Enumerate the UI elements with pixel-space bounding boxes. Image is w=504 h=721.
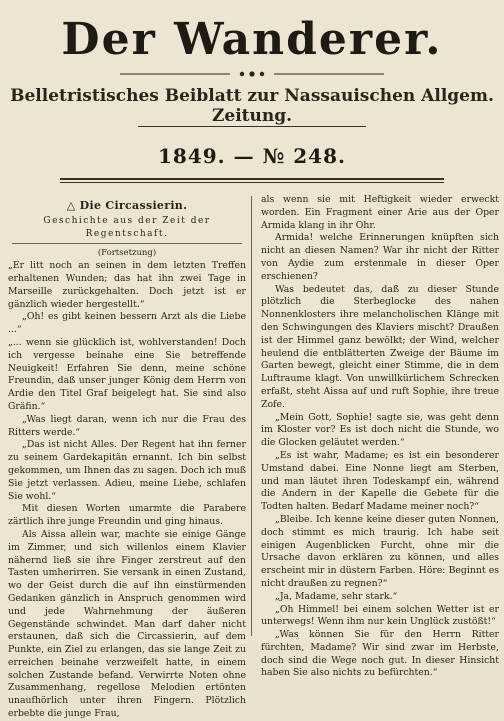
paragraph: Was bedeutet das, daß zu dieser Stunde plötzlich die Sterbeglocke des nahen Nonnenklosters ihre melancholischen Klänge mit den Schwingungen des Klaviers mischt? Draußen ist der Himmel ganz bewölkt; der Wind, welcher heulend die entblätterten Zweige der Bäume im Garten bewegt, gleicht einer Stimme, die in dem Luftraume klagt. Von unwillkürlichem Schrecken erfaßt, steht Aissa auf und ruft Sophie, ihre treue Zofe. <box>261 283 499 410</box>
article-rule <box>12 243 242 244</box>
article-subtitle: Geschichte aus der Zeit der Regentschaft. <box>43 215 211 239</box>
paragraph: Als Aissa allein war, machte sie einige Gänge im Zimmer, und sich willenlos einem Klavier nähernd ließ sie ihre Finger zerstreut auf den Tasten umherirren. Sie versank in einen Zustand, wo der Geist durch die auf ihn einstürmenden Gedanken gänzlich in Anspruch genommen wird und jede Wahrnehmung der äußeren Gegenstände schwindet. Man darf daher nicht erstaunen, daß sich die Circassierin, auf dem Punkte, ein Ziel zu erlangen, das sie lange Zeit zu erreichen beinahe verzweifelt hatte, in einem solchen Zustande befand. Verwirrte Noten ohne Zusammenhang, regellose Melodien ertönten unaufhörlich unter ihren Fingern. Plötzlich erbebte die junge Frau, <box>8 528 246 720</box>
paragraph: „Mein Gott, Sophie! sagte sie, was geht denn im Kloster vor? Es ist doch nicht die Stunde, wo die Glocken geläutet werden.“ <box>261 411 499 449</box>
rule-below-issue-thin <box>60 182 444 183</box>
column-divider <box>251 196 252 636</box>
paragraph: „Er litt noch an seinen in dem letzten Treffen erhaltenen Wunden; das hat ihn zwei Tage in Marseille zurückgehalten. Doch jetzt ist er gänzlich wieder hergestellt.“ <box>8 260 246 310</box>
paragraph: Mit diesen Worten umarmte die Parabere zärtlich ihre junge Freundin und ging hinaus. <box>8 503 246 528</box>
article-title-text: Die Circassierin. <box>79 199 188 212</box>
rule-top <box>138 126 366 127</box>
masthead-subtitle: Belletristisches Beiblatt zur Nassauischen Allgem. Zeitung. <box>10 86 494 126</box>
issue-number: 1849. — № 248. <box>158 144 346 168</box>
paragraph: „Es ist wahr, Madame; es ist ein besonderer Umstand dabei. Eine Nonne liegt am Sterben, und man läutet ihren Todeskampf ein, während die Andern in der Kapelle die Gebete für die Todten halten. Bedarf Madame meiner noch?“ <box>261 449 499 513</box>
paragraph: „Was liegt daran, wenn ich nur die Frau des Ritters werde.“ <box>8 413 246 438</box>
paragraph: „Oh Himmel! bei einem solchen Wetter ist er unterwegs! Wenn ihm nur kein Unglück zustößt!“ <box>261 603 499 628</box>
paragraph: „Oh! es gibt keinen bessern Arzt als die Liebe ...“ <box>8 311 246 336</box>
ornament-rule <box>120 70 384 78</box>
article-title <box>8 200 246 213</box>
paragraph: Armida! welche Erinnerungen knüpften sich nicht an diesen Namen? War ihr nicht der Ritter von Aydie zum erstenmale in dieser Oper erschienen? <box>261 232 499 282</box>
rule-below-issue <box>60 178 444 180</box>
paragraph: als wenn sie mit Heftigkeit wieder erweckt worden. Ein Fragment einer Arie aus der Oper Armida klang in ihr Ohr. <box>261 194 499 231</box>
paragraph: „Ja, Madame, sehr stark.“ <box>275 590 398 602</box>
right-column <box>261 194 499 680</box>
continuation-note: (Fortsetzung) <box>97 248 157 259</box>
paragraph: „... wenn sie glücklich ist, wohlverstanden! Doch ich vergesse beinahe eine Sie betreffende Neuigkeit! Erfahren Sie denn, meine schöne Freundin, daß unser junger König dem Herrn von Ardie den Titel Graf beigelegt hat. Sie sind also Gräfin.“ <box>8 336 246 412</box>
masthead-title: Der Wanderer. <box>61 14 443 65</box>
paragraph: „Was können Sie für den Herrn Ritter fürchten, Madame? Wir sind zwar im Herbste, doch sind die Wege noch gut. In dieser Hinsicht haben Sie also nichts zu befürchten.“ <box>261 629 499 679</box>
triangle-icon: △ <box>66 199 76 212</box>
paragraph: „Das ist nicht Alles. Der Regent hat ihn ferner zu seinem Gardekapitän ernannt. Ich bin selbst gekommen, um Ihnen das zu sagen. Doch ich muß Sie jetzt verlassen. Adieu, meine Liebe, schlafen Sie wohl.“ <box>8 439 246 502</box>
paragraph: „Bleibe. Ich kenne keine dieser guten Nonnen, doch stimmt es mich traurig. Ich habe seit einigen Augenblicken Furcht, ohne mir die Ursache davon erklären zu können, und alles erscheint mir in düstern Farben. Höre: Beginnt es nicht draußen zu regnen?“ <box>261 513 499 589</box>
